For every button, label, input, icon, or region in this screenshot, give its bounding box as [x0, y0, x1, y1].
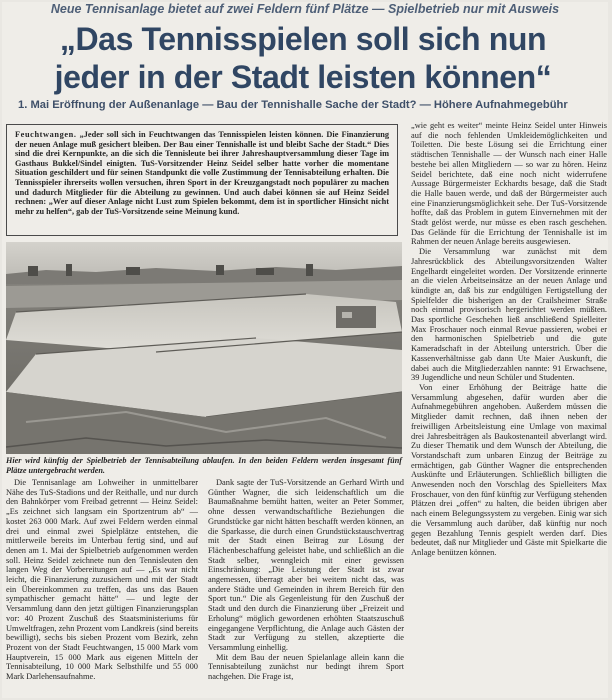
intro-text: „Jeder soll sich in Feuchtwangen das Tennisspielen leisten können. Die Finanzierung der neuen Anlage muß gesichert bleiben. Der Bau einer Tennishalle ist und bleibt Sache der Stadt.“ Dies sind die drei Kernpunkte, an die sich die Tennisleute bei ihrer Jahreshauptversammlung dieser Tage im Gasthaus Bukkel/Sindel einigten. TuS-Vorsitzender Heinz Seidel selber hatte vorher die momentane Situation geschildert und für seinen Standpunkt die volle Zustimmung der Tennisabteilung erhalten. Die Tennisspieler ihrerseits wollen versuchen, ihren Sport in der Kreuzgangstadt noch populärer zu machen und dadurch Mitglieder für die Abteilung zu gewinnen. Und auch dabei können sie auf Heinz Seidel rechnen: „Wer auf dieser Anlage nicht Lust zum Spielen bekommt, dem ist in sportlicher Hinsicht nicht mehr zu helfen“, gab der TuS-Vorsitzende seine Meinung kund.: [15, 130, 389, 216]
article-column-2: [208, 478, 404, 696]
article-column-3: [411, 121, 607, 599]
headline: [4, 20, 602, 96]
dateline: Feuchtwangen.: [15, 130, 77, 139]
headline-line-2: jeder in der Stadt leisten können“: [54, 59, 552, 95]
kicker-line: Neue Tennisanlage bietet auf zwei Feldern fünf Plätze — Spielbetrieb nur mit Ausweis: [50, 2, 560, 16]
intro-box: [6, 124, 398, 236]
subheadline: 1. Mai Eröffnung der Außenanlage — Bau der Tennishalle Sache der Stadt? — Höhere Aufnahmegebühr: [18, 99, 568, 111]
photo-illustration: [6, 242, 402, 454]
construction-site-photo: [6, 242, 402, 454]
headline-line-1: „Das Tennisspielen soll sich nun: [59, 21, 547, 57]
paragraph: Die Tennisanlage am Lohweiher in unmittelbarer Nähe des TuS-Stadions und der Reithalle, und nur durch den Bahnkörper vom Freibad getrennt — Heinz Seidel: „Es zeichnet sich langsam ein Sportzentrum ab“ — kostet 263 000 Mark. Auf zwei Feldern werden einmal drei und einmal zwei Spielplätze entstehen, die mittlerweile bereits im Unterbau fertig sind, und auf denen am 1. Mai der Spielbetrieb aufgenommen werden soll. Heinz Seidel zeichnete nun den Tennisleuten den langen Weg der Vorbereitungen auf — „Es war nicht leicht, die Finanzierung zuzusichern und mit der Stadt ein Übereinkommen zu treffen, das uns das Bauen sympathischer gemacht hätte“ — und legte der Versammlung dann den jetzt gültigen Finanzierungsplan vor: 40 Prozent Zuschuß des Staatsministeriums für Umweltfragen, zehn Prozent vom Landkreis (sind bereits bewilligt), sechs bis sieben Prozent vom Bezirk, zehn Prozent von der Stadt Feuchtwangen, 15 000 Mark vom Hauptverein, 15 000 Mark aus eigenen Mitteln der Tennisabteilung, 10 000 Mark Selbsthilfe und 55 000 Mark Darlehensaufnahme.: [6, 478, 198, 682]
article-column-1: [6, 478, 198, 696]
paragraph: Von einer Erhöhung der Beiträge hatte die Versammlung abgesehen, dafür wurden aber die Aufnahmegebühren angehoben. Außerdem müssen die Mitglieder damit rechnen, daß ihnen neben der freiwilligen Arbeitsleistung eine Umlage von maximal drei Jahresbeiträgen als Baukostenanteil abverlangt wird. Zu dieser Thematik und dem Wunsch der Abteilung, die Vorstandschaft zum unbaren Einzug der Beiträge zu ermächtigen, gab Günther Wagner die entsprechenden Auskünfte und Erläuterungen. Schließlich billigten die Anwesenden noch den Vorschlag des Spielleiters Max Froschauer, von den fünf künftig zur Verfügung stehenden Plätzen drei „offen“ zu halten, die beiden übrigen aber nach einem Belegungssystem zu vergeben. Einig war sich die Versammlung auch darüber, daß künftig nur noch gegen Bezahlung Tennis gespielt werden darf. Dies bedeutet, daß nur Mitglieder und Gäste mit Spielkarte die Anlage benützen können.: [411, 382, 607, 557]
paragraph: „wie geht es weiter“ meinte Heinz Seidel unter Hinweis auf die noch fehlenden Umkleidemöglichkeiten und Toiletten. Die beste Lösung sei die Errichtung einer städtischen Tennishalle — der Wunsch nach einer Halle bestehe bei allen Mitgliedern — so war zu hören. Heinz Seidel berichtete, daß eine noch nicht widerrufene Aussage Bürgermeister Eckhardts besage, daß die Stadt die Halle bauen werde, und daß der Bürgermeister auch eine Finanzierungsmöglichkeit sehe. Der TuS-Vorsitzende hoffte, daß das Problem in gutem Einvernehmen mit der Stadt gelöst werde, nur müsse es eben rasch geschehen. Das Gelände für die Errichtung der Tennishalle ist im Rahmen der neuen Anlage bereits ausgewiesen.: [411, 121, 607, 247]
paragraph: Die Versammlung war zunächst mit dem Jahresrückblick des Abteilungsvorsitzenden Walter Engelhardt eingeleitet worden. Der Vorsitzende erinnerte an die vielen Arbeitseinsätze an der neuen Anlage und kündigte an, daß bis zur endgültigen Fertigstellung der Spielfelder die bisherigen an der Crailsheimer Straße noch einmal provisorisch hergerichtet werden müßten. Das sportliche Geschehen ließ anschließend Spielleiter Max Froschauer noch einmal Revue passieren, wobei er den harmonischen Spielbetrieb und die gute Kameradschaft in der Abteilung unterstrich. Über die Kassenverhältnisse gab dann Ute Maier Auskunft, die dabei auch die Mitgliederzahlen nannte: 91 Erwachsene, 39 Jugendliche und neun Schüler und Studenten.: [411, 247, 607, 383]
photo-caption: Hier wird künftig der Spielbetrieb der Tennisabteilung ablaufen. In den beiden Feldern werden insgesamt fünf Plätze untergebracht werden.: [6, 456, 402, 475]
paragraph: Dank sagte der TuS-Vorsitzende an Gerhard Wirth und Günther Wagner, die sich leidenschaftlich um die Baumaßnahme bemüht hatten, weiter an Peter Sommer, ohne dessen verwandtschaftliche Beziehungen die Grundstücke gar nicht hätten beschafft werden können, an die Sparkasse, die durch einen Grundstückstauschvertrag mit der Stadt einen Beitrag zur Lösung der Flächenbeschaffung geleistet habe, und schließlich an die Stadt selber, wenngleich mit einer gewissen Einschränkung: „Die Leistung der Stadt ist zwar angemessen, überragt aber bei weitem nicht das, was andere Städte und Gemeinden in ihrem Bereich für den Sport tun.“ Die als Gegenleistung für den Zuschuß der Stadt und den durch die Finanzierung über „Freizeit und Erholung“ möglich gewordenen erhöhten Staatszuschuß eingegangene Verpflichtung, die Anlage auch Gästen der Stadt zur Verfügung zu stellen, akzeptierte die Versammlung einhellig.: [208, 478, 404, 652]
paragraph: Mit dem Bau der neuen Spielanlage allein kann die Tennisabteilung zunächst nur bedingt ihrem Sport nachgehen. Die Frage ist,: [208, 652, 404, 682]
